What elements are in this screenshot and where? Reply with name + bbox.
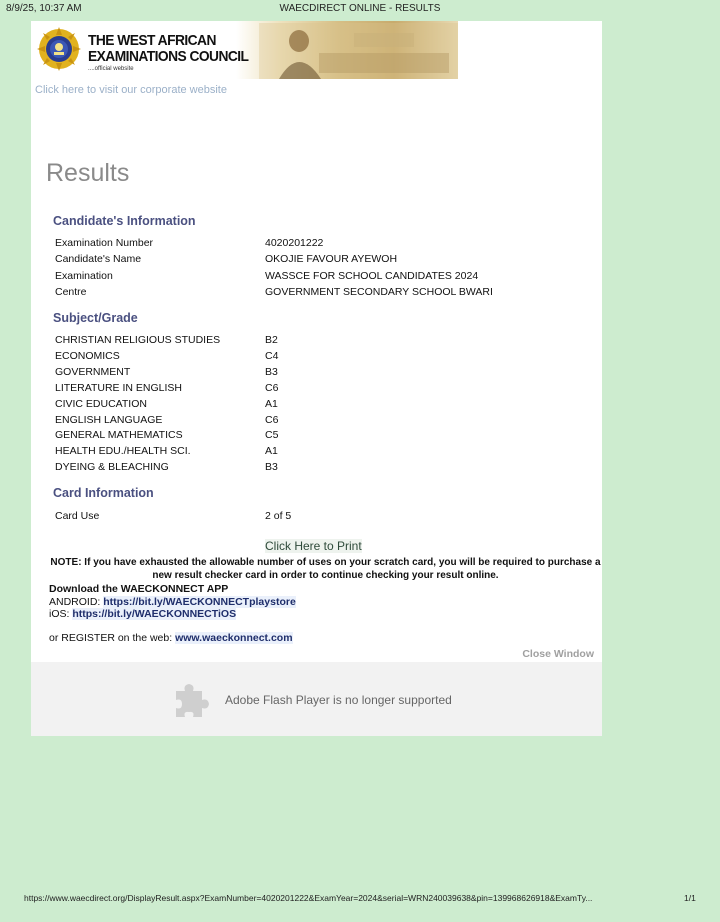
subject-grade-label: GOVERNMENT [55, 365, 131, 378]
org-name [88, 33, 248, 65]
subject-grade-label: GENERAL MATHEMATICS [55, 429, 183, 442]
close-window-button[interactable]: Close Window [522, 648, 594, 660]
ios-label: iOS: [49, 608, 73, 620]
candidate-info-row [55, 237, 595, 252]
card-info-label: Card Use [55, 510, 100, 522]
print-datetime: 8/9/25, 10:37 AM [6, 3, 82, 14]
org-name-line1: THE WEST AFRICAN [88, 32, 216, 49]
subject-grade-row [55, 414, 595, 429]
banner-photo-image [259, 23, 458, 79]
org-tagline: ....official website [88, 66, 134, 72]
page-title: Results [46, 159, 130, 187]
candidate-info-row [55, 286, 595, 301]
register-link[interactable]: www.waeckonnect.com [175, 632, 293, 644]
candidate-info-value: 4020201222 [265, 237, 324, 249]
register-label: or REGISTER on the web: [49, 632, 176, 644]
print-footer [0, 893, 720, 907]
puzzle-piece-icon [172, 679, 212, 719]
ios-link[interactable]: https://bit.ly/WAECKONNECTiOS [72, 608, 237, 620]
subject-grade-label: ECONOMICS [55, 349, 120, 362]
org-name-line2: EXAMINATIONS COUNCIL [88, 48, 249, 65]
subject-grade-value: C6 [265, 381, 279, 394]
subject-grade-value: B3 [265, 365, 278, 378]
subject-grade-label: ENGLISH LANGUAGE [55, 413, 163, 426]
flash-placeholder [31, 662, 602, 736]
note-lead: NOTE: [50, 557, 82, 568]
app-download-block [49, 583, 296, 621]
subject-grade-label: HEALTH EDU./HEALTH SCI. [55, 445, 191, 458]
result-page [31, 21, 602, 736]
candidate-info-row [55, 270, 595, 285]
card-info-value: 2 of 5 [265, 510, 292, 522]
print-url: https://www.waecdirect.org/DisplayResult.aspx?ExamNumber=4020201222&ExamYear=2024&serial=WRN240039638&pin=139968626918&ExamTy... [24, 893, 593, 903]
candidate-info-value: OKOJIE FAVOUR AYEWOH [265, 253, 398, 266]
subject-grade-value: B3 [265, 461, 278, 474]
candidate-info-label: Examination Number [55, 237, 154, 249]
print-button[interactable]: Click Here to Print [265, 539, 362, 553]
ios-line [49, 608, 296, 621]
candidate-info-label: Centre [55, 285, 87, 298]
android-link[interactable]: https://bit.ly/WAECKONNECTplaystore [103, 595, 296, 608]
waec-banner [31, 21, 458, 79]
note-text [49, 556, 602, 582]
subject-grade-row [55, 398, 595, 413]
subject-grade-row [55, 461, 595, 476]
flash-message: Adobe Flash Player is no longer supported [225, 693, 452, 707]
subject-grade-row [55, 334, 595, 349]
subject-grade-value: C4 [265, 349, 279, 362]
subject-grade-row [55, 350, 595, 365]
subject-grade-heading: Subject/Grade [53, 311, 138, 325]
register-line [49, 632, 293, 644]
subject-grade-value: C5 [265, 429, 279, 442]
card-info-heading: Card Information [53, 486, 154, 500]
android-line [49, 596, 296, 609]
note-body: If you have exhausted the allowable number of uses on your scratch card, you will be required to purchase a new result checker card in order to continue checking your result online. [81, 557, 601, 581]
app-download-heading: Download the WAECKONNECT APP [49, 583, 229, 595]
subject-grade-row [55, 429, 595, 444]
subject-grade-label: CHRISTIAN RELIGIOUS STUDIES [55, 334, 221, 346]
subject-grade-row [55, 382, 595, 397]
subject-grade-label: LITERATURE IN ENGLISH [55, 381, 182, 394]
subject-grade-value: B2 [265, 334, 278, 346]
subject-grade-value: A1 [265, 397, 278, 410]
subject-grade-row [55, 445, 595, 460]
subject-grade-label: CIVIC EDUCATION [55, 397, 147, 410]
card-info-row [55, 510, 595, 525]
print-header [0, 3, 720, 17]
print-page-title: WAECDIRECT ONLINE - RESULTS [279, 3, 441, 14]
subject-grade-row [55, 366, 595, 381]
candidate-info-label: Examination [55, 269, 113, 282]
android-label: ANDROID: [49, 595, 104, 608]
candidate-info-row [55, 253, 595, 268]
waec-seal-icon [37, 27, 81, 71]
subject-grade-value: C6 [265, 413, 279, 426]
candidate-info-value: GOVERNMENT SECONDARY SCHOOL BWARI [265, 285, 493, 298]
candidate-info-value: WASSCE FOR SCHOOL CANDIDATES 2024 [265, 269, 479, 282]
print-page-number: 1/1 [684, 893, 696, 903]
candidate-info-heading: Candidate's Information [53, 214, 196, 228]
candidate-info-label: Candidate's Name [55, 253, 142, 266]
subject-grade-label: DYEING & BLEACHING [55, 461, 169, 474]
subject-grade-value: A1 [265, 445, 278, 458]
corporate-website-link[interactable]: Click here to visit our corporate website [35, 84, 227, 96]
